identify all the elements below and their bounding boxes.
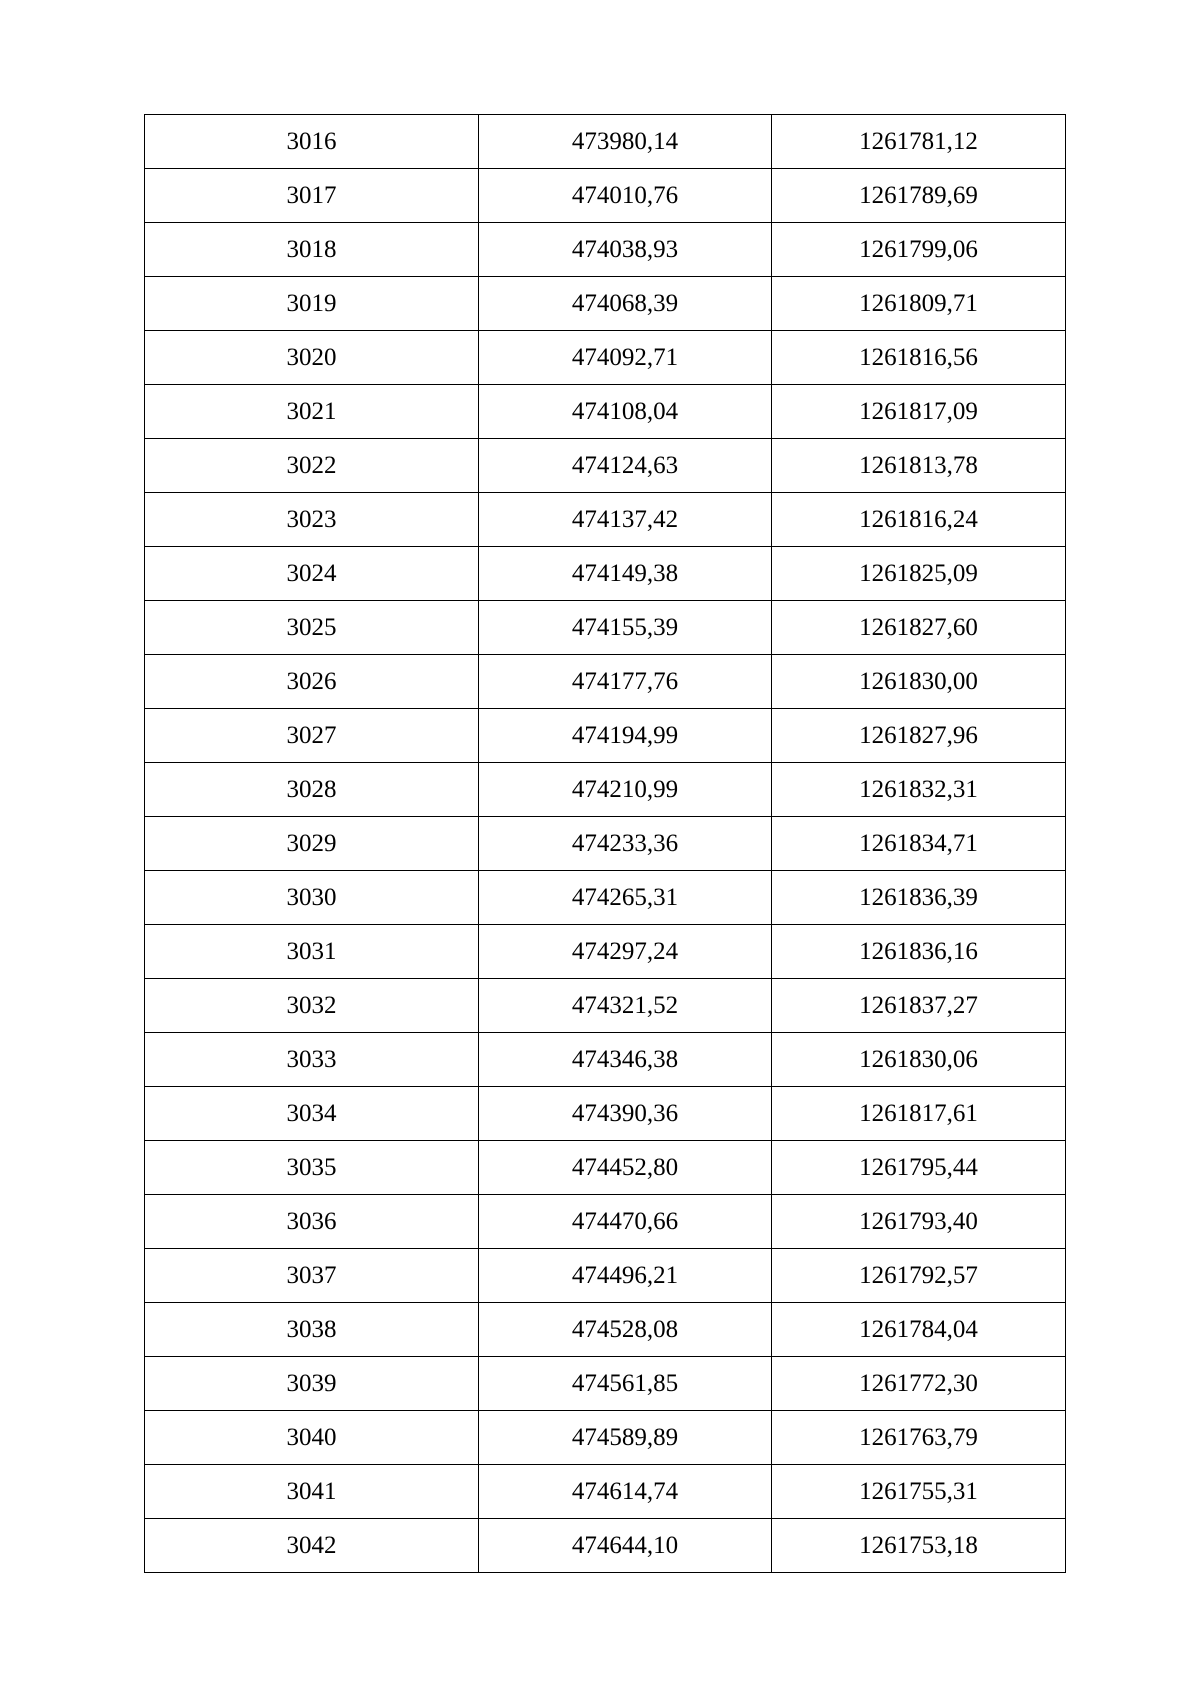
- x-coordinate-cell: 474124,63: [479, 439, 772, 493]
- x-coordinate-cell: 474068,39: [479, 277, 772, 331]
- table-row: [145, 925, 1066, 979]
- table-row: [145, 331, 1066, 385]
- table-row: [145, 1303, 1066, 1357]
- point-number-cell: 3026: [145, 655, 479, 709]
- table-row: [145, 169, 1066, 223]
- y-coordinate-cell: 1261816,56: [772, 331, 1066, 385]
- x-coordinate-cell: 474496,21: [479, 1249, 772, 1303]
- point-number-cell: 3020: [145, 331, 479, 385]
- y-coordinate-cell: 1261837,27: [772, 979, 1066, 1033]
- y-coordinate-cell: 1261793,40: [772, 1195, 1066, 1249]
- x-coordinate-cell: 474210,99: [479, 763, 772, 817]
- x-coordinate-cell: 474177,76: [479, 655, 772, 709]
- point-number-cell: 3019: [145, 277, 479, 331]
- table-row: [145, 1195, 1066, 1249]
- x-coordinate-cell: 474644,10: [479, 1519, 772, 1573]
- table-row: [145, 709, 1066, 763]
- y-coordinate-cell: 1261809,71: [772, 277, 1066, 331]
- point-number-cell: 3032: [145, 979, 479, 1033]
- point-number-cell: 3034: [145, 1087, 479, 1141]
- point-number-cell: 3022: [145, 439, 479, 493]
- table-row: [145, 871, 1066, 925]
- x-coordinate-cell: 474149,38: [479, 547, 772, 601]
- table-row: [145, 1411, 1066, 1465]
- point-number-cell: 3031: [145, 925, 479, 979]
- table-row: [145, 1087, 1066, 1141]
- point-number-cell: 3030: [145, 871, 479, 925]
- point-number-cell: 3016: [145, 115, 479, 169]
- y-coordinate-cell: 1261827,96: [772, 709, 1066, 763]
- table-row: [145, 385, 1066, 439]
- point-number-cell: 3027: [145, 709, 479, 763]
- x-coordinate-cell: 473980,14: [479, 115, 772, 169]
- x-coordinate-cell: 474155,39: [479, 601, 772, 655]
- x-coordinate-cell: 474589,89: [479, 1411, 772, 1465]
- y-coordinate-cell: 1261832,31: [772, 763, 1066, 817]
- x-coordinate-cell: 474108,04: [479, 385, 772, 439]
- y-coordinate-cell: 1261836,39: [772, 871, 1066, 925]
- point-number-cell: 3038: [145, 1303, 479, 1357]
- table-row: [145, 979, 1066, 1033]
- x-coordinate-cell: 474561,85: [479, 1357, 772, 1411]
- table-row: [145, 115, 1066, 169]
- point-number-cell: 3039: [145, 1357, 479, 1411]
- coordinates-table-body: [145, 115, 1066, 1573]
- y-coordinate-cell: 1261799,06: [772, 223, 1066, 277]
- x-coordinate-cell: 474452,80: [479, 1141, 772, 1195]
- table-row: [145, 277, 1066, 331]
- y-coordinate-cell: 1261772,30: [772, 1357, 1066, 1411]
- table-row: [145, 1519, 1066, 1573]
- x-coordinate-cell: 474233,36: [479, 817, 772, 871]
- point-number-cell: 3018: [145, 223, 479, 277]
- table-row: [145, 601, 1066, 655]
- y-coordinate-cell: 1261836,16: [772, 925, 1066, 979]
- y-coordinate-cell: 1261813,78: [772, 439, 1066, 493]
- x-coordinate-cell: 474528,08: [479, 1303, 772, 1357]
- x-coordinate-cell: 474614,74: [479, 1465, 772, 1519]
- y-coordinate-cell: 1261825,09: [772, 547, 1066, 601]
- table-row: [145, 547, 1066, 601]
- point-number-cell: 3025: [145, 601, 479, 655]
- x-coordinate-cell: 474346,38: [479, 1033, 772, 1087]
- y-coordinate-cell: 1261830,06: [772, 1033, 1066, 1087]
- coordinates-table: [144, 114, 1066, 1573]
- point-number-cell: 3040: [145, 1411, 479, 1465]
- point-number-cell: 3037: [145, 1249, 479, 1303]
- point-number-cell: 3024: [145, 547, 479, 601]
- y-coordinate-cell: 1261784,04: [772, 1303, 1066, 1357]
- y-coordinate-cell: 1261816,24: [772, 493, 1066, 547]
- table-row: [145, 1249, 1066, 1303]
- y-coordinate-cell: 1261834,71: [772, 817, 1066, 871]
- table-row: [145, 1033, 1066, 1087]
- point-number-cell: 3028: [145, 763, 479, 817]
- table-row: [145, 1141, 1066, 1195]
- y-coordinate-cell: 1261827,60: [772, 601, 1066, 655]
- y-coordinate-cell: 1261789,69: [772, 169, 1066, 223]
- y-coordinate-cell: 1261763,79: [772, 1411, 1066, 1465]
- point-number-cell: 3033: [145, 1033, 479, 1087]
- y-coordinate-cell: 1261830,00: [772, 655, 1066, 709]
- table-row: [145, 1357, 1066, 1411]
- x-coordinate-cell: 474265,31: [479, 871, 772, 925]
- y-coordinate-cell: 1261753,18: [772, 1519, 1066, 1573]
- y-coordinate-cell: 1261817,61: [772, 1087, 1066, 1141]
- x-coordinate-cell: 474470,66: [479, 1195, 772, 1249]
- x-coordinate-cell: 474297,24: [479, 925, 772, 979]
- point-number-cell: 3041: [145, 1465, 479, 1519]
- point-number-cell: 3029: [145, 817, 479, 871]
- x-coordinate-cell: 474010,76: [479, 169, 772, 223]
- point-number-cell: 3042: [145, 1519, 479, 1573]
- table-row: [145, 817, 1066, 871]
- x-coordinate-cell: 474038,93: [479, 223, 772, 277]
- point-number-cell: 3017: [145, 169, 479, 223]
- y-coordinate-cell: 1261817,09: [772, 385, 1066, 439]
- table-row: [145, 223, 1066, 277]
- x-coordinate-cell: 474137,42: [479, 493, 772, 547]
- point-number-cell: 3036: [145, 1195, 479, 1249]
- table-row: [145, 439, 1066, 493]
- table-row: [145, 655, 1066, 709]
- table-row: [145, 493, 1066, 547]
- table-row: [145, 763, 1066, 817]
- x-coordinate-cell: 474321,52: [479, 979, 772, 1033]
- x-coordinate-cell: 474390,36: [479, 1087, 772, 1141]
- table-row: [145, 1465, 1066, 1519]
- point-number-cell: 3021: [145, 385, 479, 439]
- point-number-cell: 3023: [145, 493, 479, 547]
- x-coordinate-cell: 474194,99: [479, 709, 772, 763]
- y-coordinate-cell: 1261755,31: [772, 1465, 1066, 1519]
- y-coordinate-cell: 1261795,44: [772, 1141, 1066, 1195]
- x-coordinate-cell: 474092,71: [479, 331, 772, 385]
- y-coordinate-cell: 1261792,57: [772, 1249, 1066, 1303]
- point-number-cell: 3035: [145, 1141, 479, 1195]
- y-coordinate-cell: 1261781,12: [772, 115, 1066, 169]
